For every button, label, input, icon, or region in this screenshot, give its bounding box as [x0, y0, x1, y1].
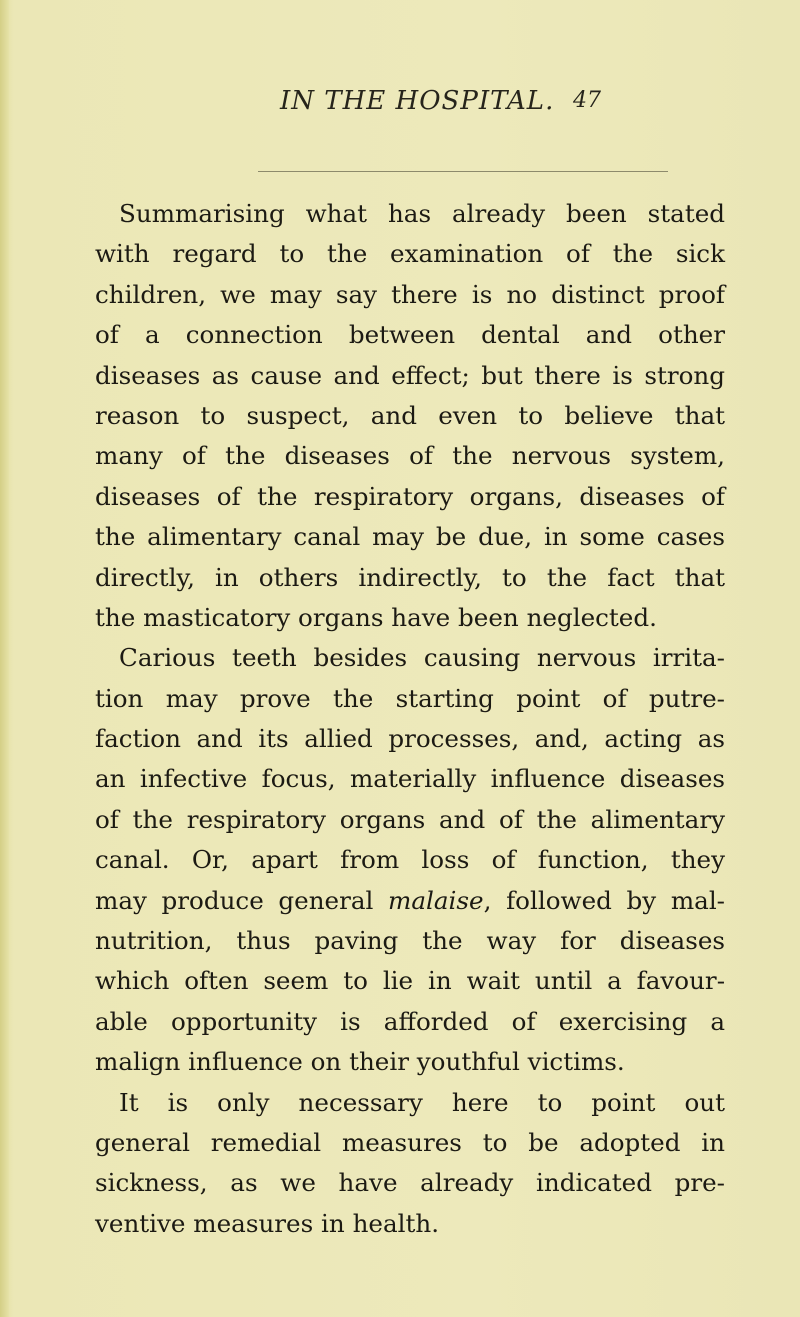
text-line-malaise: may produce general malaise, followed by mal- [95, 885, 725, 915]
page-binding-edge [0, 0, 9, 1317]
text-line: reason to suspect, and even to believe that [95, 400, 725, 430]
text-line: an infective focus, materially influence diseases [95, 764, 725, 794]
text-line: Carious teeth besides causing nervous irrita- [119, 643, 725, 673]
text-line: sickness, as we have already indicated pre- [95, 1168, 725, 1198]
text-line: tion may prove the starting point of putre- [95, 683, 725, 713]
text-line: general remedial measures to be adopted in [95, 1127, 725, 1157]
text-line: It is only necessary here to point out [119, 1087, 725, 1117]
text-line: canal. Or, apart from loss of function, they [95, 845, 725, 875]
page-number: 47 [573, 88, 601, 113]
header-rule [258, 171, 668, 172]
text-line: many of the diseases of the nervous system, [95, 441, 725, 471]
page-header [0, 86, 800, 122]
text-line: the alimentary canal may be due, in some cases [95, 522, 725, 552]
body-text [95, 194, 725, 1244]
text-line: of a connection between dental and other [95, 320, 725, 350]
text-line: diseases of the respiratory organs, diseases of [95, 481, 725, 511]
text-line: Summarising what has already been stated [119, 199, 725, 228]
text-line: able opportunity is afforded of exercising a [95, 1006, 725, 1036]
text-line: ventive measures in health. [95, 1208, 440, 1238]
text-line: diseases as cause and effect; but there is strong [95, 360, 725, 390]
text-line: nutrition, thus paving the way for diseases [95, 926, 725, 956]
text-line: children, we may say there is no distinct proof [95, 279, 725, 309]
text-line: with regard to the examination of the sick [95, 239, 725, 269]
text-line: which often seem to lie in wait until a favour- [95, 966, 725, 996]
text-line: of the respiratory organs and of the alimentary [95, 804, 725, 834]
text-line: faction and its allied processes, and, acting as [95, 724, 725, 754]
text-line: directly, in others indirectly, to the fact that [95, 562, 725, 592]
running-title: IN THE HOSPITAL. [280, 86, 555, 116]
text-line: the masticatory organs have been neglected. [95, 602, 657, 632]
italic-malaise: malaise [388, 885, 484, 915]
text-line: malign influence on their youthful victims. [95, 1047, 625, 1077]
